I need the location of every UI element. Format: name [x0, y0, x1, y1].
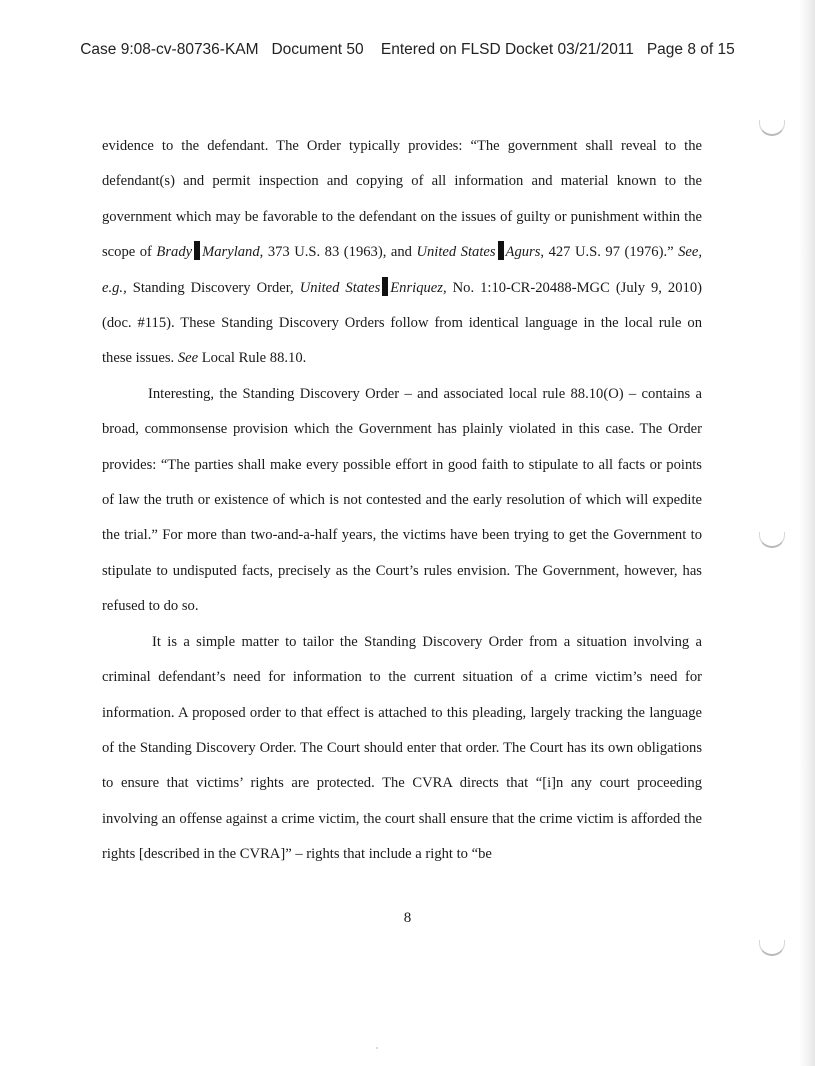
redaction-mark: [382, 277, 388, 296]
page-number: 8: [403, 910, 412, 926]
document-body: [102, 129, 702, 873]
paragraph-1: evidence to the defendant. The Order typically provides: “The government shall reveal to the defendant(s) and permit inspection and copying of all information and material known to the government which may be favorable to the defendant on the issues of guilty or punishment within the scope of Brady Maryland, 373 U.S. 83 (1963), and United States Agurs, 427 U.S. 97 (1976).” See, e.g., Standing Discovery Order, United States Enriquez, No. 1:10-CR-20488-MGC (July 9, 2010) (doc. #115). These Standing Discovery Orders follow from identical language in the local rule on these issues. See Local Rule 88.10.: [102, 138, 702, 367]
redaction-mark: [498, 241, 504, 260]
docket-header: Case 9:08-cv-80736-KAM Document 50 Entered on FLSD Docket 03/21/2011 Page 8 of 15: [80, 41, 735, 58]
page-edge-shadow: [799, 0, 815, 1066]
scan-speck: [376, 1047, 378, 1049]
redaction-mark: [194, 241, 200, 260]
binder-hole-mark: [759, 120, 785, 136]
binder-hole-mark: [759, 940, 785, 956]
paragraph-2: Interesting, the Standing Discovery Order – and associated local rule 88.10(O) – contains a broad, commonsense provision which the Government has plainly violated in this case. The Order provides: “The parties shall make every possible effort in good faith to stipulate to all facts or points of law the truth or existence of which is not contested and the early resolution of which will expedite the trial.” For more than two-and-a-half years, the victims have been trying to get the Government to stipulate to undisputed facts, precisely as the Court’s rules envision. The Government, however, has refused to do so.: [102, 385, 702, 615]
binder-hole-mark: [759, 532, 785, 548]
paragraph-3: It is a simple matter to tailor the Standing Discovery Order from a situation involving a criminal defendant’s need for information to the current situation of a crime victim’s need for information. A proposed order to that effect is attached to this pleading, largely tracking the language of the Standing Discovery Order. The Court should enter that order. The Court has its own obligations to ensure that victims’ rights are protected. The CVRA directs that “[i]n any court proceeding involving an offense against a crime victim, the court shall ensure that the crime victim is afforded the rights [described in the CVRA]” – rights that include a right to “be: [102, 633, 702, 863]
